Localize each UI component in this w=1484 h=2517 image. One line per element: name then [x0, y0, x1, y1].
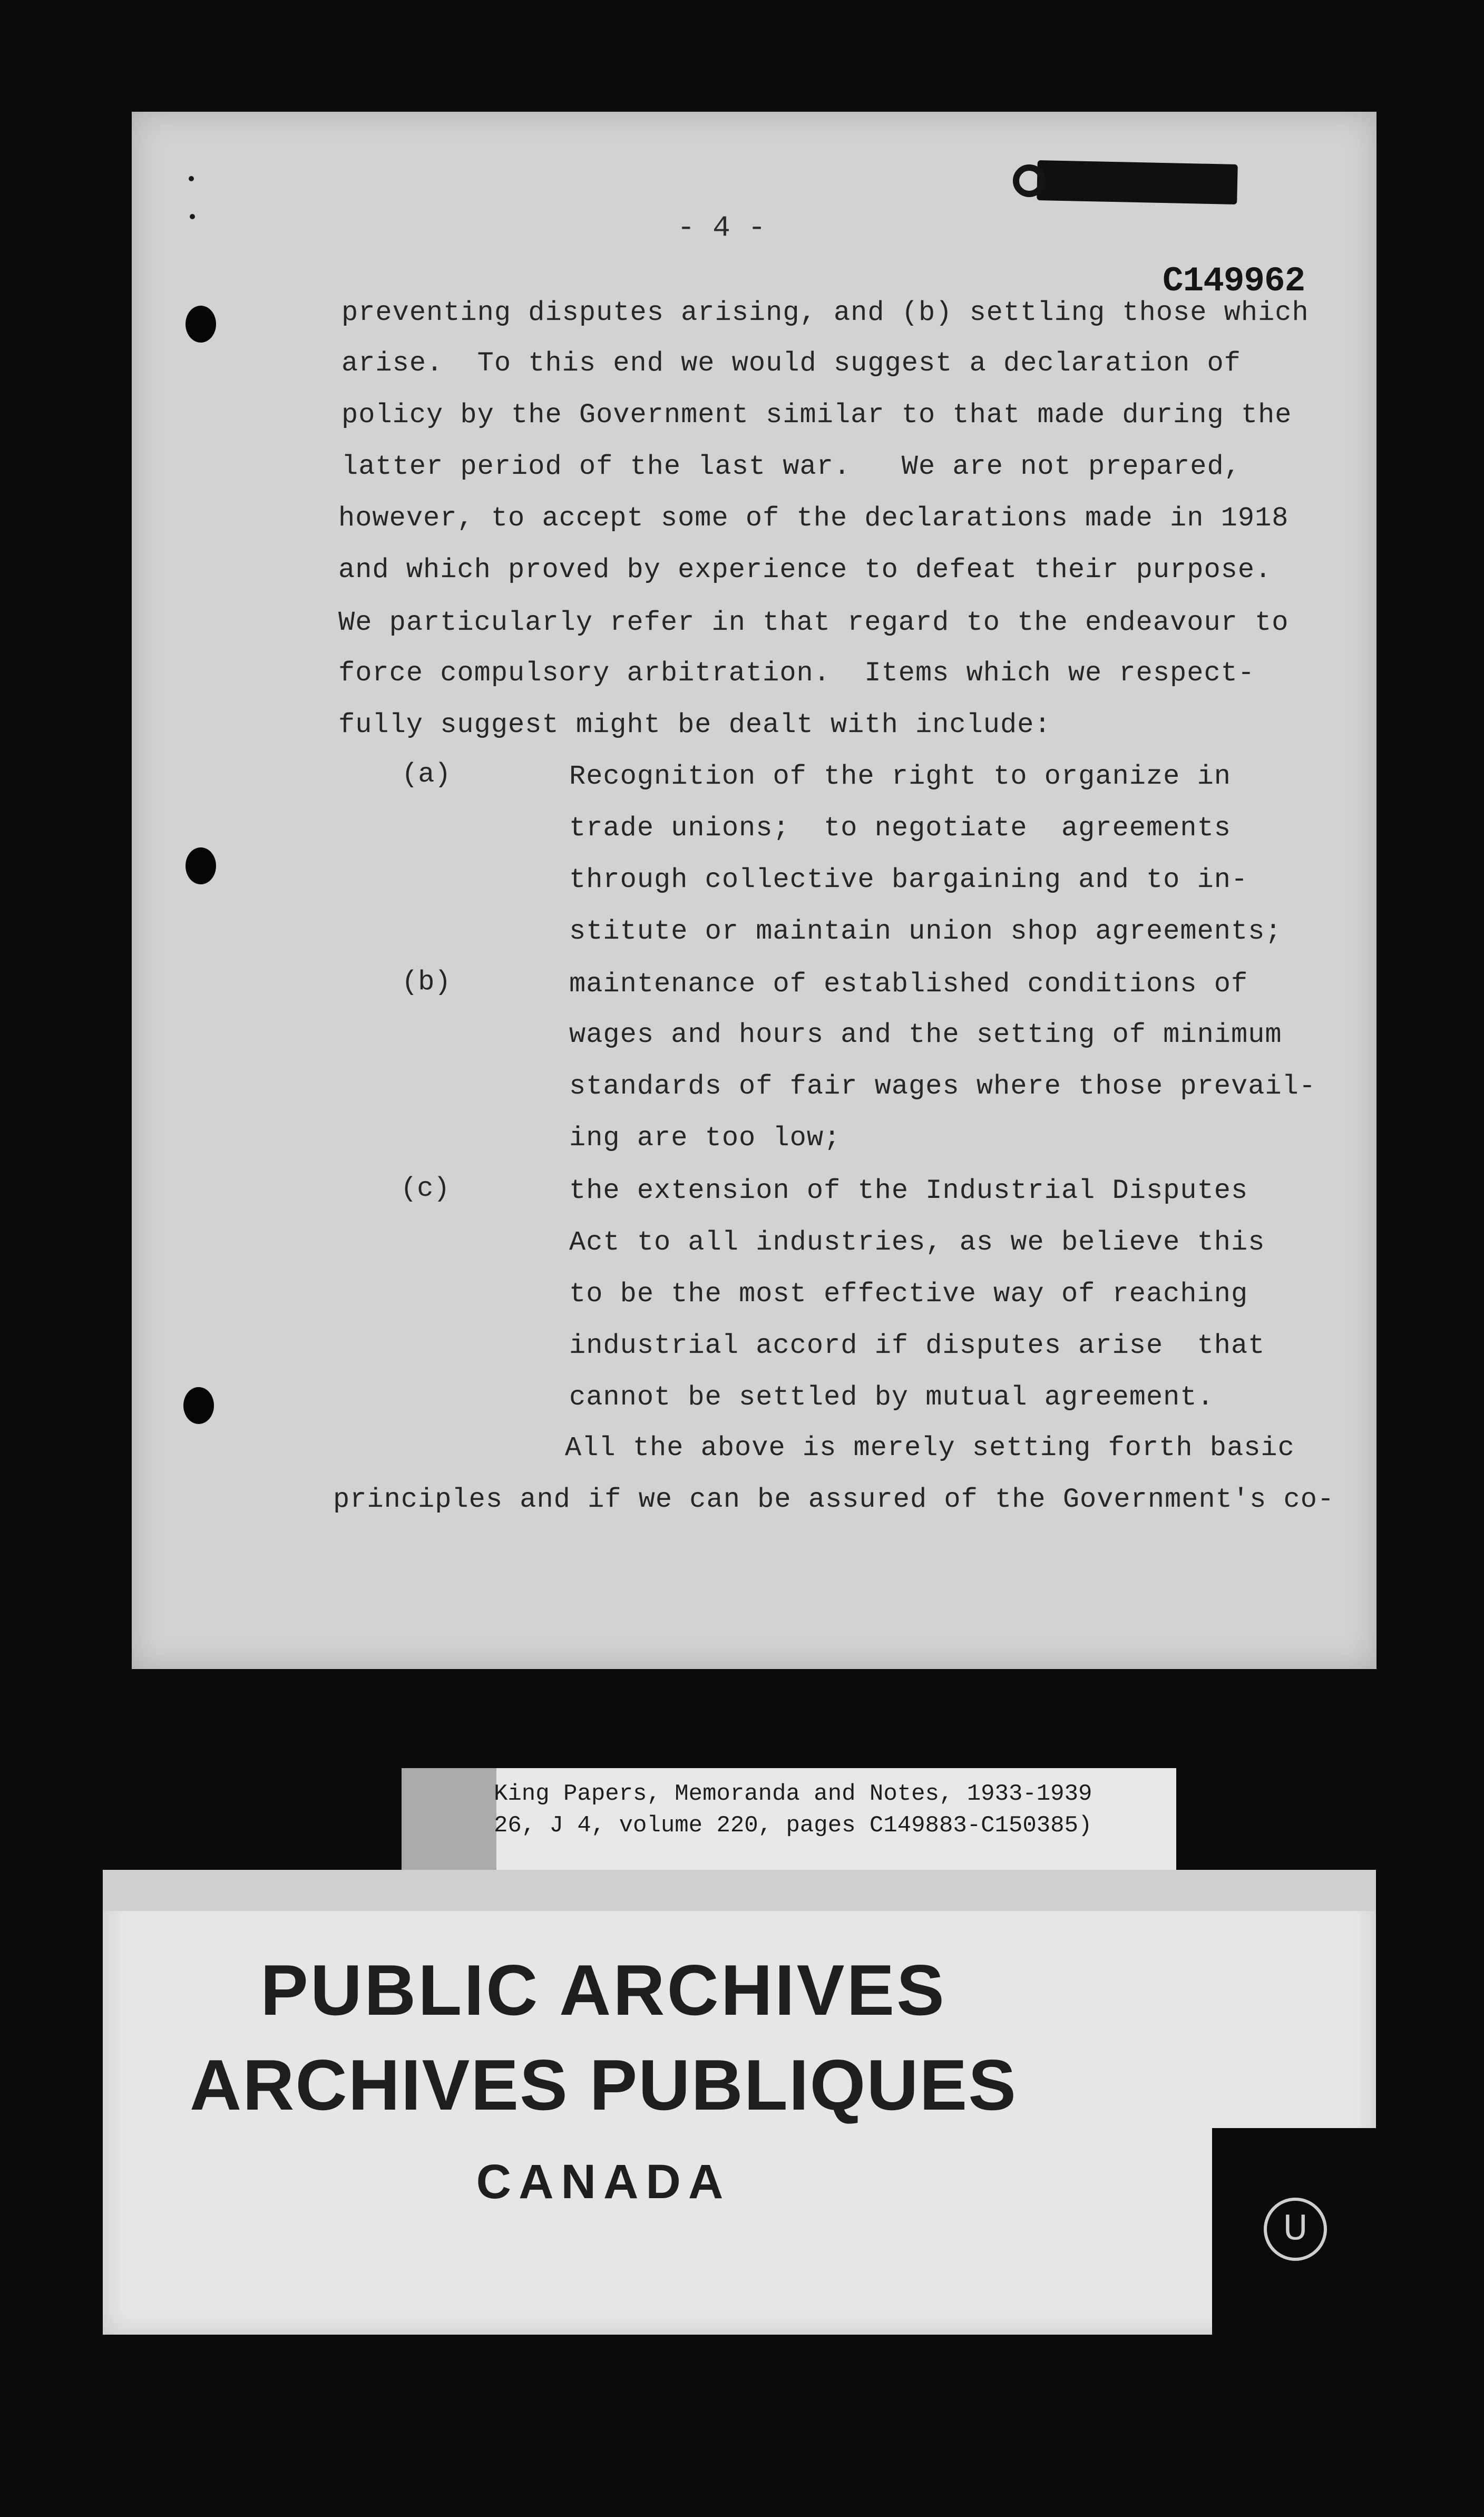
item-line: to be the most effective way of reaching — [569, 1279, 1248, 1310]
redaction-bar — [1037, 160, 1238, 204]
card-shadow-band — [103, 1870, 1376, 1911]
body-line: fully suggest might be dealt with include: — [338, 709, 1051, 740]
item-line: industrial accord if disputes arise that — [569, 1330, 1265, 1361]
item-marker: (c) — [401, 1173, 450, 1204]
item-line: Act to all industries, as we believe this — [569, 1227, 1265, 1258]
body-line: principles and if we can be assured of the Government's co- — [333, 1484, 1335, 1515]
item-line: maintenance of established conditions of — [569, 969, 1248, 1000]
item-line: ing are too low; — [569, 1123, 841, 1154]
item-line: trade unions; to negotiate agreements — [569, 813, 1231, 844]
body-line: however, to accept some of the declarations made in 1918 — [338, 503, 1289, 534]
paper-clip-mark — [1013, 164, 1046, 197]
item-marker: (b) — [402, 967, 451, 998]
item-line: the extension of the Industrial Disputes — [569, 1175, 1248, 1206]
item-line: standards of fair wages where those prevail- — [569, 1071, 1316, 1102]
body-line: latter period of the last war. We are not prepared, — [341, 451, 1241, 482]
punch-hole — [183, 1387, 214, 1424]
body-line: All the above is merely setting forth basic — [565, 1432, 1295, 1464]
archive-logo-icon: U — [1264, 2198, 1327, 2261]
item-marker: (a) — [402, 759, 451, 790]
body-line: arise. To this end we would suggest a declaration of — [341, 348, 1241, 379]
reference-line: King Papers, Memoranda and Notes, 1933-1939 — [494, 1781, 1092, 1807]
body-line: and which proved by experience to defeat their purpose. — [338, 554, 1272, 586]
item-line: cannot be settled by mutual agreement. — [569, 1382, 1214, 1413]
archive-title-fr: ARCHIVES PUBLIQUES — [190, 2045, 1017, 2125]
margin-mark — [190, 214, 195, 219]
body-line: We particularly refer in that regard to the endeavour to — [338, 607, 1289, 638]
archive-card — [103, 1870, 1376, 2335]
body-line: policy by the Government similar to that made during the — [341, 399, 1292, 431]
punch-hole — [186, 306, 216, 343]
reference-label — [402, 1768, 1176, 1874]
page-number: - 4 - — [677, 211, 766, 245]
redacted-prefix — [402, 1768, 496, 1874]
body-line: force compulsory arbitration. Items which we respect- — [338, 658, 1255, 689]
archive-country: CANADA — [476, 2155, 731, 2209]
item-line: stitute or maintain union shop agreements; — [569, 916, 1282, 947]
item-line: through collective bargaining and to in- — [569, 864, 1248, 895]
black-corner-block — [1212, 2128, 1484, 2402]
punch-hole — [186, 847, 216, 884]
item-line: wages and hours and the setting of minimum — [569, 1019, 1282, 1050]
margin-mark — [189, 176, 194, 181]
body-line: preventing disputes arising, and (b) settling those which — [341, 297, 1309, 328]
item-line: Recognition of the right to organize in — [569, 761, 1231, 792]
reference-line: 26, J 4, volume 220, pages C149883-C150385) — [494, 1812, 1092, 1839]
archive-title-en: PUBLIC ARCHIVES — [260, 1950, 946, 2030]
document-page — [132, 112, 1376, 1669]
document-id-stamp: C149962 — [1163, 261, 1305, 301]
